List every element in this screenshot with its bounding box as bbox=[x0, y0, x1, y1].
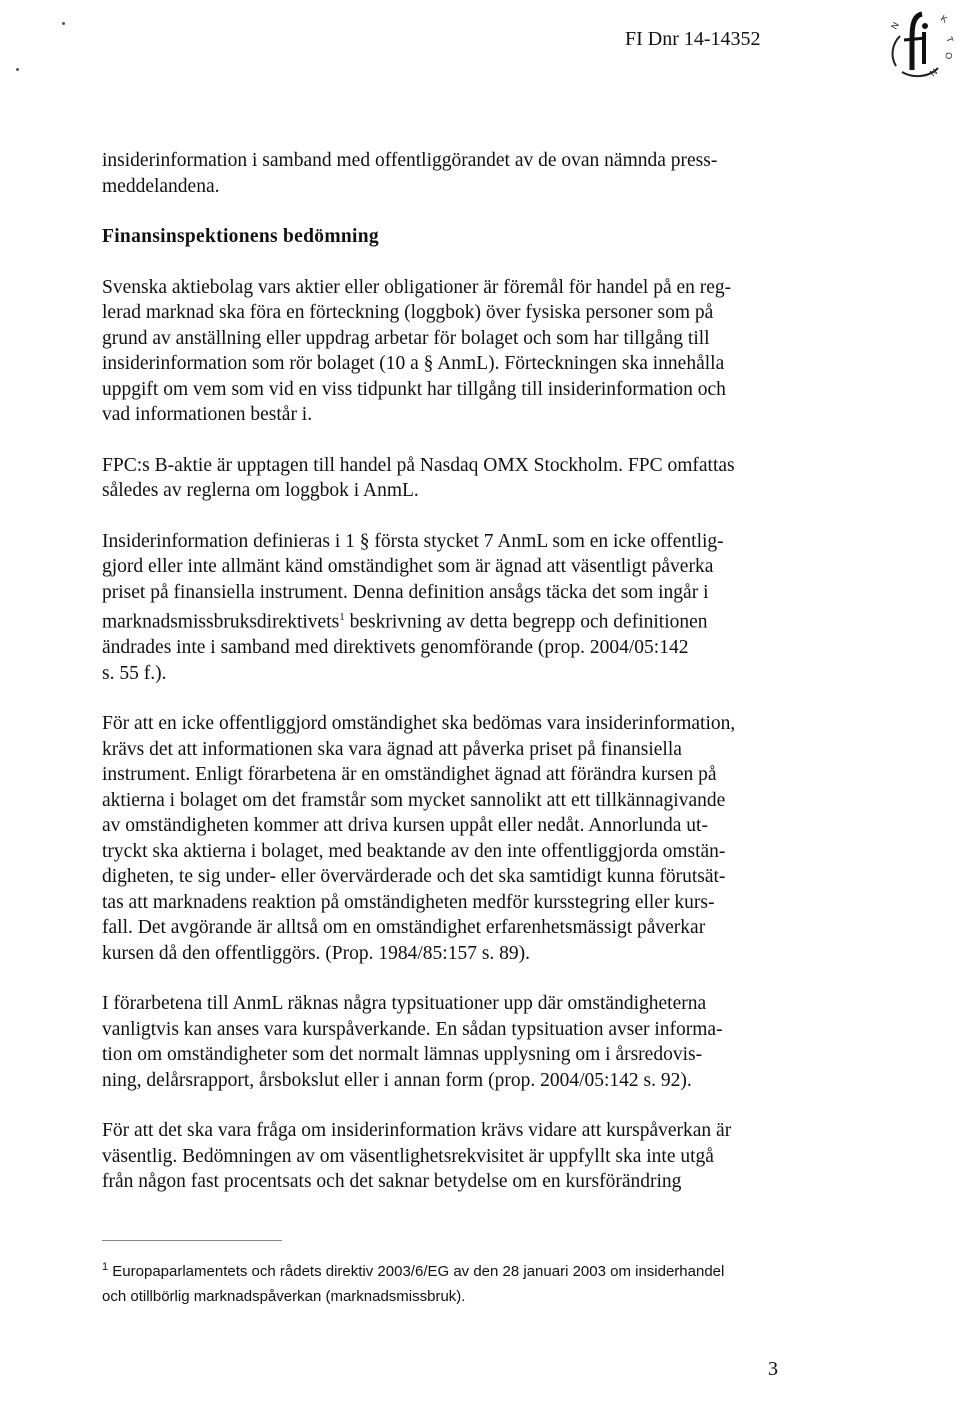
text-line: Svenska aktiebolag vars aktier eller obligationer är föremål för handel på en reg- bbox=[102, 276, 732, 298]
text-line: instrument. Enligt förarbetena är en omständighet ägnad att förändra kursen på bbox=[102, 764, 717, 785]
seal-ring-letter: N bbox=[889, 20, 901, 31]
text-line: kursen då den offentliggörs. (Prop. 1984/85:157 s. 89). bbox=[102, 942, 531, 964]
text-segment: Europaparlamentets och rådets direktiv 2003/6/EG av den 28 januari 2003 om insiderhandel bbox=[112, 1263, 725, 1280]
paragraph-assessment bbox=[102, 711, 802, 966]
text-line: priset på finansiella instrument. Denna definition ansågs täcka det som ingår i bbox=[102, 581, 709, 603]
scan-speck bbox=[62, 22, 65, 25]
paragraph-typsituationer bbox=[102, 991, 802, 1093]
text-line: digheten, te sig under- eller övervärderade och det ska samtidigt kunna förutsät- bbox=[102, 866, 726, 887]
text-segment: marknadsmissbruksdirektivets bbox=[102, 611, 340, 633]
text-line: vad informationen består i. bbox=[102, 404, 313, 425]
text-line bbox=[102, 605, 802, 635]
text-line: aktierna i bolaget om det framstår som mycket sannolikt att ett tillkännagivande bbox=[102, 789, 726, 811]
text-segment: beskrivning av detta begrepp och definitionen bbox=[344, 611, 708, 633]
text-line: väsentlig. Bedömningen av om väsentlighetsrekvisitet är uppfyllt ska inte utgå bbox=[102, 1145, 714, 1167]
text-line: meddelandena. bbox=[102, 175, 220, 197]
page-number: 3 bbox=[768, 1358, 778, 1380]
text-line: således av reglerna om loggbok i AnmL. bbox=[102, 480, 419, 501]
seal-ring-letter: K bbox=[939, 13, 950, 25]
text-line: grund av anställning eller uppdrag arbetar för bolaget och som har tillgång till bbox=[102, 327, 710, 349]
intro-paragraph bbox=[102, 148, 802, 199]
text-line: lerad marknad ska föra en förteckning (loggbok) över fysiska personer som på bbox=[102, 302, 714, 323]
text-line: ändrades inte i samband med direktivets genomförande (prop. 2004/05:142 bbox=[102, 637, 689, 658]
footnote bbox=[102, 1255, 822, 1309]
footnote-number: 1 bbox=[102, 1261, 109, 1273]
text-line: från någon fast procentsats och det saknar betydelse om en kursförändring bbox=[102, 1171, 682, 1192]
seal-ring-letter: O bbox=[943, 51, 954, 60]
text-line: gjord eller inte allmänt känd omständighet som är ägnad att väsentligt påverka bbox=[102, 556, 714, 577]
text-line bbox=[102, 1255, 822, 1284]
text-line: insiderinformation i samband med offentliggörandet av de ovan nämnda press- bbox=[102, 150, 718, 171]
text-line: insiderinformation som rör bolaget (10 a § AnmL). Förteckningen ska innehålla bbox=[102, 353, 725, 374]
paragraph-definition bbox=[102, 529, 802, 687]
seal-ring-letter: N bbox=[927, 66, 940, 79]
text-line: tryckt ska aktierna i bolaget, med beaktande av den inte offentliggjorda omstän- bbox=[102, 840, 726, 862]
text-line: tas att marknadens reaktion på omständigheten medför kursstegring eller kurs- bbox=[102, 891, 715, 913]
text-line: av omständigheten kommer att driva kursen uppåt eller nedåt. Annorlunda ut- bbox=[102, 815, 708, 836]
fi-seal-icon bbox=[882, 6, 958, 80]
text-line: och otillbörlig marknadspåverkan (marknadsmissbruk). bbox=[102, 1288, 466, 1305]
section-heading: Finansinspektionens bedömning bbox=[102, 226, 379, 247]
text-line: För att en icke offentliggjord omständighet ska bedömas vara insiderinformation, bbox=[102, 713, 736, 734]
text-line: I förarbetena till AnmL räknas några typsituationer upp där omständigheterna bbox=[102, 993, 707, 1014]
text-line: För att det ska vara fråga om insiderinformation krävs vidare att kurspåverkan är bbox=[102, 1120, 732, 1141]
paragraph-loggbok bbox=[102, 275, 802, 428]
paragraph-fpc bbox=[102, 453, 802, 504]
text-line: FPC:s B-aktie är upptagen till handel på Nasdaq OMX Stockholm. FPC omfattas bbox=[102, 454, 735, 476]
paragraph-vasentlighet bbox=[102, 1118, 802, 1195]
footnote-reference[interactable]: 1 bbox=[339, 611, 345, 623]
text-line: tion om omständigheter som det normalt lämnas upplysning om i årsredovis- bbox=[102, 1044, 703, 1065]
text-line: uppgift om vem som vid en viss tidpunkt har tillgång till insiderinformation och bbox=[102, 378, 726, 400]
seal-ring-letter: T bbox=[944, 35, 956, 44]
document-body bbox=[102, 148, 802, 1220]
footnote-divider bbox=[102, 1240, 282, 1241]
text-line: krävs det att informationen ska vara ägnad att påverka priset på finansiella bbox=[102, 738, 682, 760]
text-line: vanligtvis kan anses vara kurspåverkande. En sådan typsituation avser informa- bbox=[102, 1018, 723, 1040]
text-line: fall. Det avgörande är alltså om en omständighet erfarenhetsmässigt påverkar bbox=[102, 917, 706, 938]
document-reference: FI Dnr 14-14352 bbox=[625, 28, 761, 50]
scan-speck bbox=[16, 68, 19, 71]
text-line: s. 55 f.). bbox=[102, 662, 167, 684]
text-line: ning, delårsrapport, årsbokslut eller i annan form (prop. 2004/05:142 s. 92). bbox=[102, 1069, 692, 1091]
text-line: Insiderinformation definieras i 1 § första stycket 7 AnmL som en icke offentlig- bbox=[102, 530, 724, 552]
